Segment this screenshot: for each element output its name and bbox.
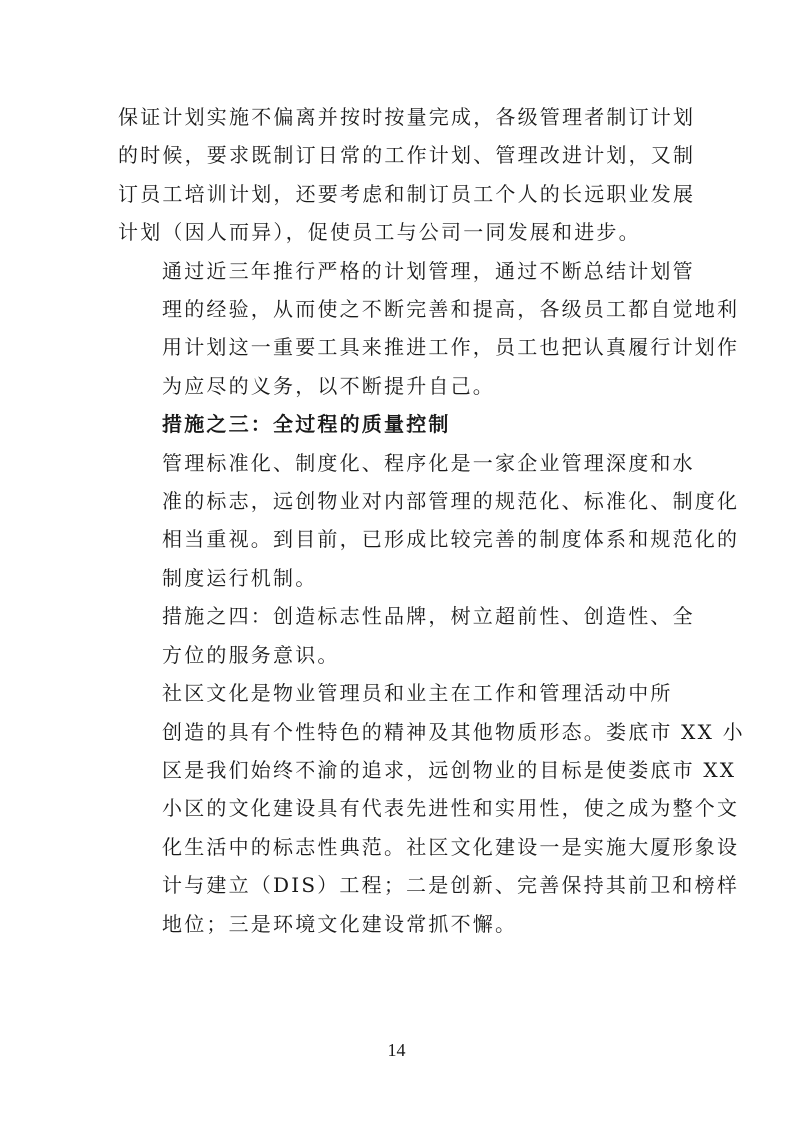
text-line: 管理标准化、制度化、程序化是一家企业管理深度和水 (162, 450, 695, 475)
text-line: 方位的服务意识。 (162, 642, 340, 667)
page-number: 14 (387, 1040, 406, 1060)
text-line: 制度运行机制。 (162, 565, 318, 590)
section-heading-measure-three (118, 405, 678, 443)
text-line: 的时候，要求既制订日常的工作计划、管理改进计划，又制 (118, 143, 696, 168)
text-line: 通过近三年推行严格的计划管理，通过不断总结计划管 (162, 258, 695, 283)
paragraph-measure-four (118, 597, 695, 674)
text-line: 理的经验，从而使之不断完善和提高，各级员工都自觉地利 (162, 297, 740, 322)
text-line: 订员工培训计划，还要考虑和制订员工个人的长远职业发展 (118, 181, 696, 206)
text-line: 区是我们始终不渝的追求，远创物业的目标是使娄底市 XX (162, 757, 737, 782)
text-line: 保证计划实施不偏离并按时按量完成，各级管理者制订计划 (118, 105, 696, 129)
text-line: 计划（因人而异），促使员工与公司一同发展和进步。 (118, 220, 641, 245)
paragraph-standardization (118, 444, 740, 598)
paragraph-community-culture (118, 674, 745, 943)
paragraph-plan-continuation (118, 98, 696, 252)
text-line: 社区文化是物业管理员和业主在工作和管理活动中所 (162, 681, 673, 706)
text-line: 相当重视。到目前，已形成比较完善的制度体系和规范化的 (162, 527, 740, 552)
text-line: 小区的文化建设具有代表先进性和实用性，使之成为整个文 (162, 796, 740, 821)
text-line: 化生活中的标志性典范。社区文化建设一是实施大厦形象设 (162, 834, 740, 859)
text-line: 用计划这一重要工具来推进工作，员工也把认真履行计划作 (162, 335, 740, 360)
text-line: 计与建立（DIS）工程；二是创新、完善保持其前卫和榜样 (162, 873, 740, 898)
text-line: 创造的具有个性特色的精神及其他物质形态。娄底市 XX 小 (162, 719, 745, 744)
heading-line: 措施之三：全过程的质量控制 (162, 412, 451, 437)
text-line: 地位；三是环境文化建设常抓不懈。 (162, 911, 518, 936)
text-line: 措施之四：创造标志性品牌，树立超前性、创造性、全 (162, 604, 695, 629)
body-text (118, 98, 745, 943)
paragraph-plan-management (118, 252, 740, 406)
text-line: 准的标志，远创物业对内部管理的规范化、标准化、制度化 (162, 489, 740, 514)
text-line: 为应尽的义务，以不断提升自己。 (162, 373, 495, 398)
